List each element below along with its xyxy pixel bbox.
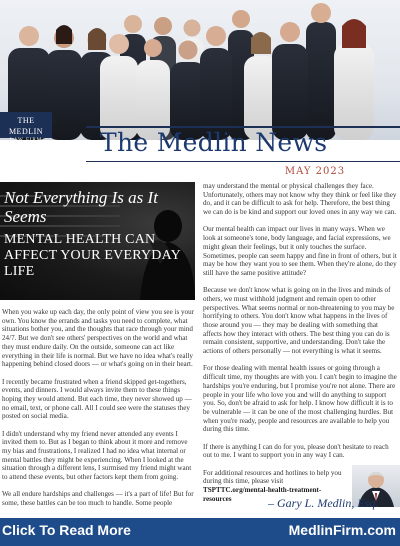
masthead-bottom-rule xyxy=(86,161,400,162)
logo-subtitle: LAW FIRM xyxy=(9,138,43,143)
article-column-left xyxy=(2,308,194,512)
resources-link[interactable]: TSPTTC.org/mental-health-treatment-resources xyxy=(203,486,322,503)
feature-image xyxy=(0,182,195,300)
article-paragraph: We all endure hardships and challenges — it's a part of life! But for some, these battles can be too much to handle. Some people xyxy=(2,490,194,508)
feature-headline: MENTAL HEALTH CAN AFFECT YOUR EVERYDAY LIFE xyxy=(4,232,181,279)
team-photo-illustration xyxy=(0,0,400,140)
article-paragraph: For those dealing with mental health issues or going through a difficult time, my thoughts are with you. I can't begin to imagine the hardships you're enduring, but I promise you're not alone. There are people in your life who love you and will do anything to support you. So, don't be afraid to ask for help. I know how difficult it is to be vulnerable — it can be one of the most challenging hurdles. But when you're ready, people and resources are available to help you during this time. xyxy=(203,364,397,434)
article-column-right xyxy=(203,182,398,502)
feature-kicker: Not Everything Is as It Seems xyxy=(4,188,158,226)
read-more-link[interactable]: Click To Read More xyxy=(2,522,131,538)
article-paragraph: I didn't understand why my friend never attended any events I invited them to. But as I began to think about it more and remove my bias and frustrations, I realized I had no idea what internal or mental battles they might be experiencing. When I looked at the situation through a different lens, I surmised my friend might want to attend these events, but other factors kept them from going. xyxy=(2,429,192,482)
resources-text: For additional resources and hotlines to help you during this time, please visit xyxy=(203,468,342,486)
footer-bar xyxy=(0,518,400,546)
website-link[interactable]: MedlinFirm.com xyxy=(288,522,396,538)
logo-name: THE MEDLIN xyxy=(8,116,44,136)
article-paragraph: I recently became frustrated when a friend skipped get-togethers, events, and dinners. I would always invite them to these things hoping they would attend. But each time, they never showed up — no email, text, or phone call. All I could see were the statuses they posted on social media. xyxy=(2,377,192,421)
firm-logo xyxy=(0,112,52,143)
issue-date: MAY 2023 xyxy=(284,166,346,177)
author-signature: – Gary L. Medlin, Esq. xyxy=(268,496,379,510)
article-paragraph: Because we don't know what is going on in the lives and minds of others, we must withhold judgment and remain open to other perspectives. What seems normal or non-threatening to you may be horrifying to others. You don't know what happens in the lives of those around you — they may be dealing with something that affects how they interact with others. The best thing you can do is remain consistent, supportive, and understanding. Don't take the actions of others personally — not everything is what it seems. xyxy=(203,286,395,356)
article-paragraph: If there is anything I can do for you, please don't hesitate to reach out to me. I want to support you in any way I can. xyxy=(203,442,389,460)
newsletter-title: The Medlin News xyxy=(100,128,328,157)
article-paragraph: When you wake up each day, the only point of view you see is your own. You know the errands and tasks you need to complete, what situations bother you, and the thoughts that race through your mind 24/7. But we don't see others' perspectives on the world and what they must endure daily. On the outside, someone can act like everything in their life is normal. But we have no idea what's really happening behind closed doors — or what's going on in their heart. xyxy=(2,308,195,369)
article-paragraph: may understand the mental or physical challenges they face. Unfortunately, others may not know why they think or feel like they do, and it can be difficult to ask for help. Therefore, the best thing we can do is be kind and support our loved ones in any way we can. xyxy=(203,182,397,217)
article-paragraph: Our mental health can impact our lives in many ways. When we look at someone's tone, body language, and facial expressions, we might glean their feelings, but it only touches the surface. Sometimes, people can seem happy and fine in front of others, but it may be how they want you to see them. When they're alone, do they still have the same positive attitude? xyxy=(203,225,397,277)
